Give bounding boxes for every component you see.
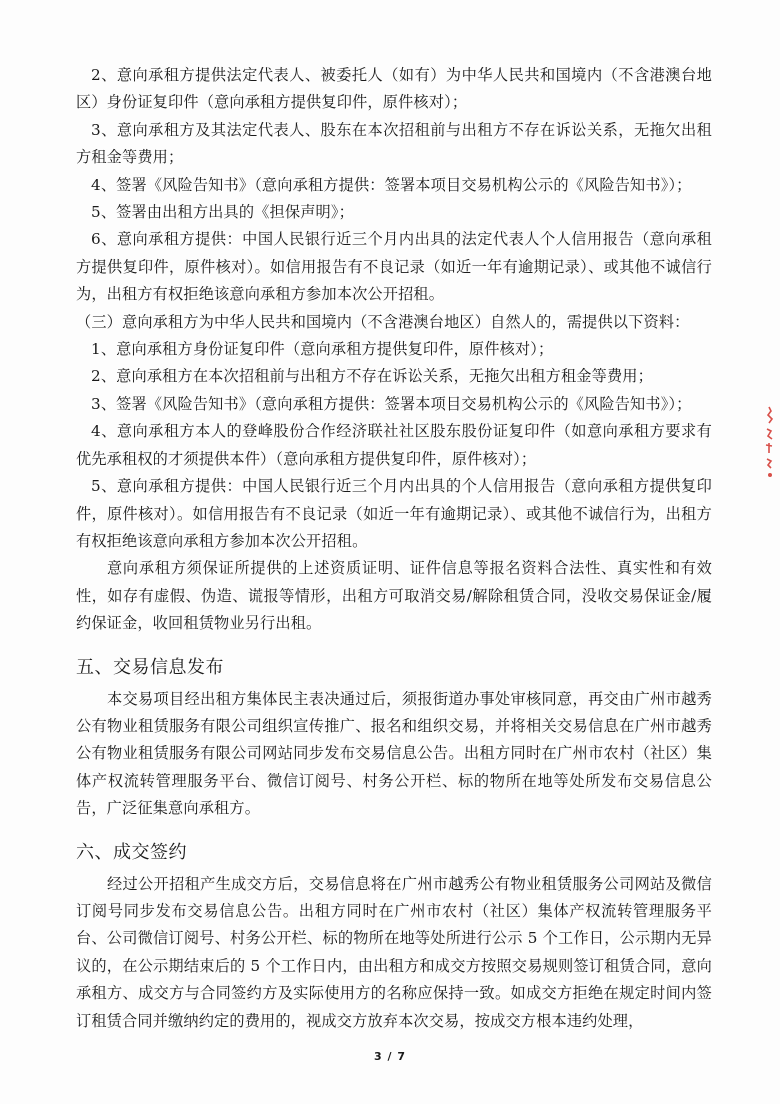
paragraph-person-item-4: 4、意向承租方本人的登峰股份合作经济联社社区股东股份证复印件（如意向承租方要求有优先承租权的才须提供本件）（意向承租方提供复印件，原件核对）； bbox=[76, 422, 712, 468]
section-body-signing: 经过公开招租产生成交方后，交易信息将在广州市越秀公有物业租赁服务公司网站及微信订阅号同步发布交易信息公告。出租方同时在广州市农村（社区）集体产权流转管理服务平台、公司微信订阅号、村务公开栏、标的物所在地等处所进行公示 5 个工作日，公示期内无异议的，在公示期结束后的 5 个工作日内，由出租方和成交方按照交易规则签订租赁合同，意向承租方、成交方与合同签约方及实际使用方的名称应保持一致。如成交方拒绝在规定时间内签订租赁合同并缴纳约定的费用的，视成交方放弃本次交易，按成交方根本违约处理， bbox=[76, 874, 712, 1030]
paragraph-person-item-5: 5、意向承租方提供：中国人民银行近三个月内出具的个人信用报告（意向承租方提供复印件，原件核对）。如信用报告有不良记录（如近一年有逾期记录）、或其他不诚信行为，出租方有权拒绝该意向承租方参加本次公开招租。 bbox=[76, 477, 712, 550]
paragraph-item-2: 2、意向承租方提供法定代表人、被委托人（如有）为中华人民共和国境内（不含港澳台地区）身份证复印件（意向承租方提供复印件，原件核对）； bbox=[76, 66, 712, 112]
paragraph-item-6: 6、意向承租方提供：中国人民银行近三个月内出具的法定代表人个人信用报告（意向承租方提供复印件，原件核对）。如信用报告有不良记录（如近一年有逾期记录）、或其他不诚信行为，出租方有权拒绝该意向承租方参加本次公开招租。 bbox=[76, 230, 712, 304]
section-heading-signing: 六、成交签约 bbox=[76, 841, 187, 863]
paragraph-item-3: 3、意向承租方及其法定代表人、股东在本次招租前与出租方不存在诉讼关系，无拖欠出租方租金等费用； bbox=[76, 120, 712, 167]
seal-stamp-fragment bbox=[762, 405, 776, 481]
paragraph-item-4: 4、签署《风险告知书》（意向承租方提供：签署本项目交易机构公示的《风险告知书》）； bbox=[91, 175, 692, 194]
paragraph-person-item-3: 3、签署《风险告知书》（意向承租方提供：签署本项目交易机构公示的《风险告知书》）； bbox=[91, 394, 692, 413]
document-body bbox=[76, 62, 712, 1035]
paragraph-person-item-1: 1、意向承租方身份证复印件（意向承租方提供复印件，原件核对）； bbox=[91, 340, 554, 359]
guarantee-paragraph: 意向承租方须保证所提供的上述资质证明、证件信息等报名资料合法性、真实性和有效性，如存有虚假、伪造、谎报等情形，出租方可取消交易/解除租赁合同，没收交易保证金/履约保证金，收回租赁物业另行出租。 bbox=[76, 559, 712, 633]
section-heading-info-release: 五、交易信息发布 bbox=[76, 656, 224, 678]
paragraph-item-5: 5、签署由出租方出具的《担保声明》； bbox=[91, 203, 354, 222]
page-number: 3 / 7 bbox=[374, 1050, 406, 1063]
subheading-natural-person: （三）意向承租方为中华人民共和国境内（不含港澳台地区）自然人的，需提供以下资料： bbox=[76, 312, 690, 331]
paragraph-person-item-2: 2、意向承租方在本次招租前与出租方不存在诉讼关系，无拖欠出租方租金等费用； bbox=[91, 367, 653, 386]
section-body-info-release: 本交易项目经出租方集体民主表决通过后，须报街道办事处审核同意，再交由广州市越秀公有物业租赁服务有限公司组织宣传推广、报名和组织交易，并将相关交易信息在广州市越秀公有物业租赁服务有限公司网站同步发布交易信息公告。出租方同时在广州市农村（社区）集体产权流转管理服务平台、微信订阅号、村务公开栏、标的物所在地等处所发布交易信息公告，广泛征集意向承租方。 bbox=[76, 689, 712, 818]
